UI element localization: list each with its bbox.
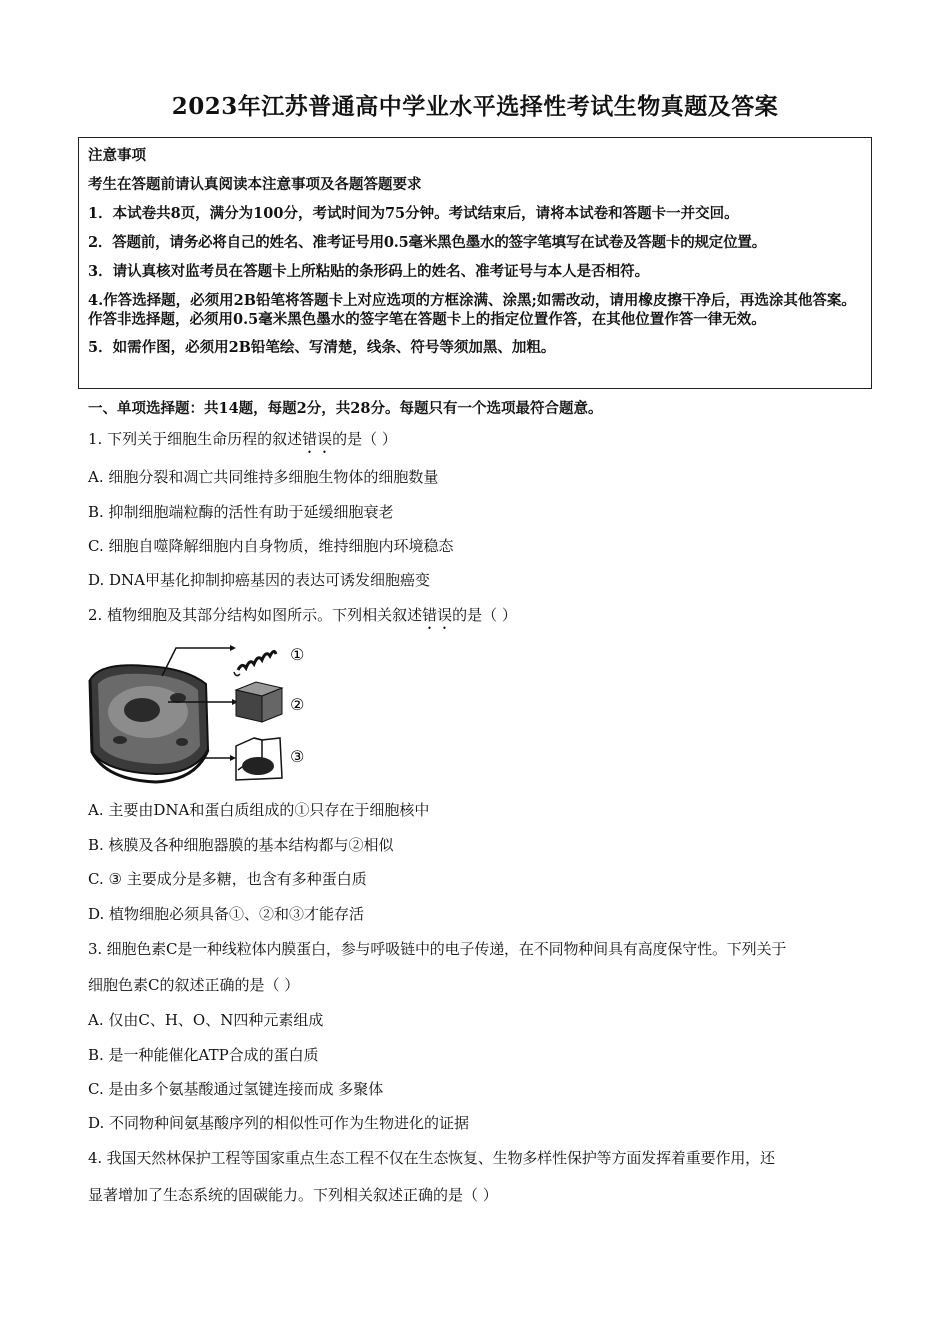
option-c: C. ③ 主要成分是多糖，也含有多种蛋白质	[88, 870, 367, 888]
emphasis-text: 错误	[302, 430, 333, 448]
option-a: A. 主要由DNA和蛋白质组成的①只存在于细胞核中	[88, 801, 430, 819]
option-b: B. 核膜及各种细胞器膜的基本结构都与②相似	[88, 836, 394, 854]
chromatin-icon	[234, 651, 276, 675]
membrane-block-icon	[236, 682, 282, 722]
notice-item: 2．答题前，请务必将自己的姓名、准考证号用0.5毫米黑色墨水的签字笔填写在试卷及答题卡的规定位置。	[88, 234, 767, 251]
stem-text: 1. 下列关于细胞生命历程的叙述	[88, 430, 303, 448]
figure-label-1: ①	[290, 645, 305, 664]
option-b: B. 抑制细胞端粒酶的活性有助于延缓细胞衰老	[88, 503, 394, 521]
option-c: C. 是由多个氨基酸通过氢键连接而成 多聚体	[88, 1080, 384, 1098]
emphasis-text: 错误	[422, 606, 453, 624]
notice-item: 5．如需作图，必须用2B铅笔绘、写清楚，线条、符号等须加黑、加粗。	[88, 339, 556, 356]
figure-label-2: ②	[290, 695, 305, 714]
question-3-stem: 3. 细胞色素C是一种线粒体内膜蛋白，参与呼吸链中的电子传递，在不同物种间具有高度保守性。下列关于	[88, 940, 787, 958]
cell-illustration	[90, 665, 208, 782]
stem-text: 的是（ ）	[452, 606, 517, 624]
stem-text: 2. 植物细胞及其部分结构如图所示。下列相关叙述	[88, 606, 423, 624]
page-title: 2023年江苏普通高中学业水平选择性考试生物真题及答案	[171, 93, 779, 120]
figure-label-3: ③	[290, 747, 305, 766]
notice-item: 1．本试卷共8页，满分为100分，考试时间为75分钟。考试结束后，请将本试卷和答题卡一并交回。	[88, 205, 739, 222]
section-heading: 一、单项选择题：共14题，每题2分，共28分。每题只有一个选项最符合题意。	[88, 400, 603, 417]
question-2-stem	[88, 604, 517, 633]
question-4-stem: 4. 我国天然林保护工程等国家重点生态工程不仅在生态恢复、生物多样性保护等方面发挥着重要作用，还	[88, 1149, 775, 1167]
option-d: D. 不同物种间氨基酸序列的相似性可作为生物进化的证据	[88, 1114, 470, 1132]
option-a: A. 细胞分裂和凋亡共同维持多细胞生物体的细胞数量	[88, 468, 439, 486]
plant-cell-figure	[86, 640, 316, 786]
notice-box	[78, 137, 872, 389]
question-3-stem-cont: 细胞色素C的叙述正确的是（ ）	[88, 976, 300, 994]
stem-text: 的是（ ）	[332, 430, 397, 448]
option-b: B. 是一种能催化ATP合成的蛋白质	[88, 1046, 319, 1064]
notice-heading: 注意事项	[88, 147, 146, 164]
question-4-stem-cont: 显著增加了生态系统的固碳能力。下列相关叙述正确的是（ ）	[88, 1186, 498, 1204]
cell-wall-icon	[236, 738, 282, 780]
question-1-stem	[88, 428, 397, 457]
notice-intro: 考生在答题前请认真阅读本注意事项及各题答题要求	[88, 176, 422, 193]
option-c: C. 细胞自噬降解细胞内自身物质，维持细胞内环境稳态	[88, 537, 454, 555]
option-d: D. 植物细胞必须具备①、②和③才能存活	[88, 905, 365, 923]
notice-item: 3．请认真核对监考员在答题卡上所粘贴的条形码上的姓名、准考证号与本人是否相符。	[88, 263, 650, 280]
option-d: D. DNA甲基化抑制抑癌基因的表达可诱发细胞癌变	[88, 571, 431, 589]
option-a: A. 仅由C、H、O、N四种元素组成	[88, 1011, 324, 1029]
notice-item: 4.作答选择题，必须用2B铅笔将答题卡上对应选项的方框涂满、涂黑;如需改动，请用橡皮擦干净后，再选涂其他答案。作答非选择题，必须用0.5毫米黑色墨水的签字笔在答题卡上的指定位置作答，在其他位置作答一律无效。	[88, 292, 856, 328]
